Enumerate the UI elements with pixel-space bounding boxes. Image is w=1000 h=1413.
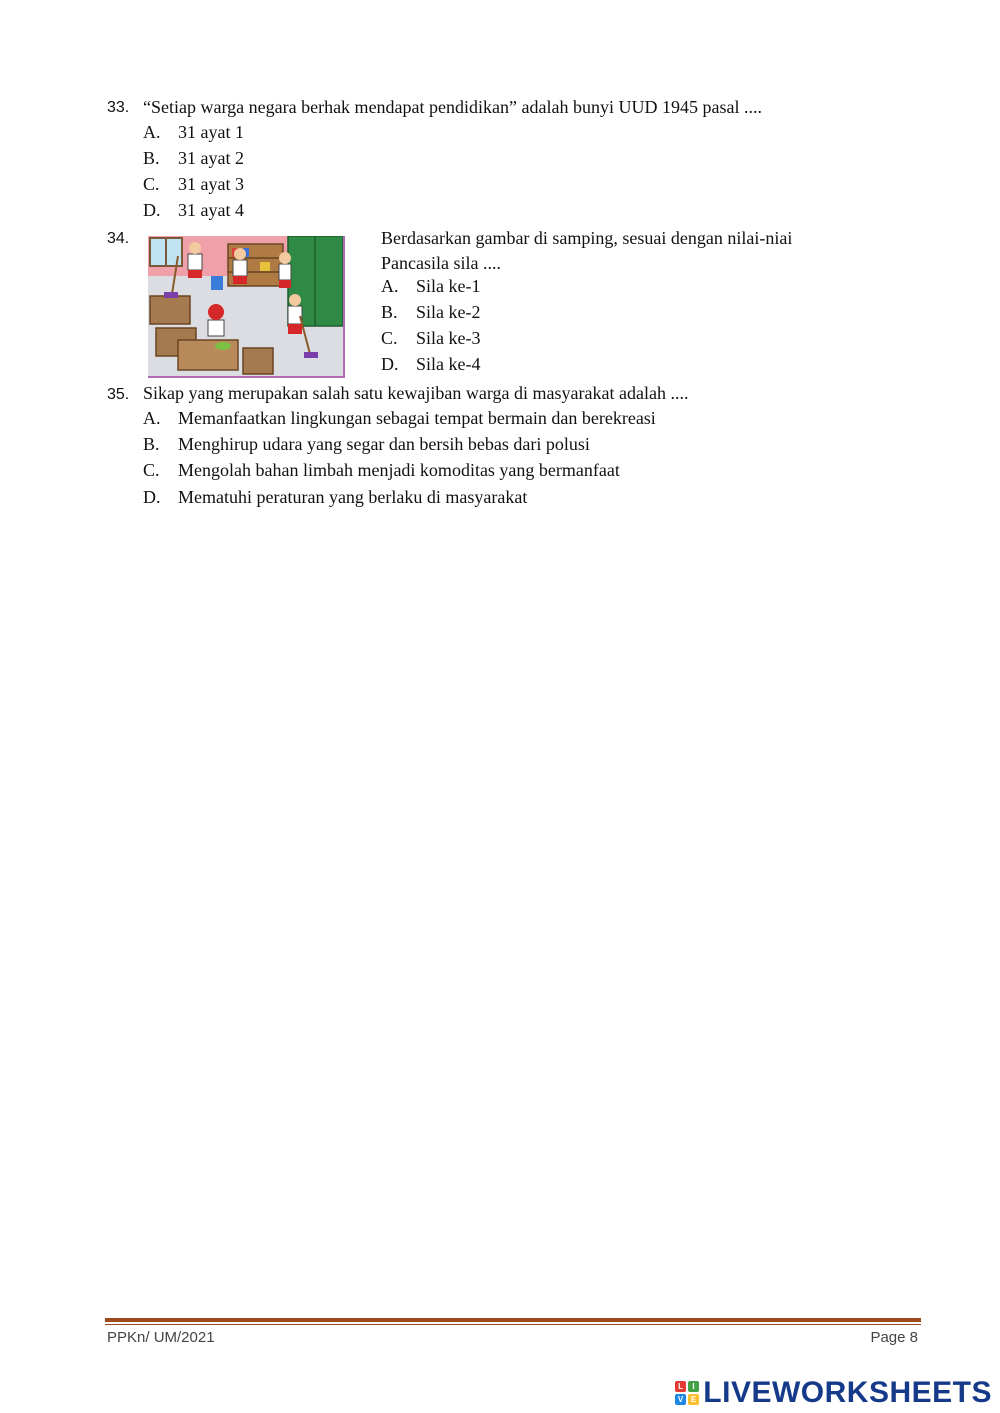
classroom-cleaning-illustration	[148, 236, 345, 378]
option-a[interactable]: A. 31 ayat 1	[143, 122, 244, 142]
classroom-cleaning-image	[148, 236, 343, 376]
option-d[interactable]: D. Mematuhi peraturan yang berlaku di masyarakat	[143, 487, 528, 507]
liveworksheets-logo-icon: L I V E	[675, 1381, 699, 1405]
question-text: Sikap yang merupakan salah satu kewajiban warga di masyarakat adalah ....	[143, 383, 689, 403]
option-b[interactable]: B. Sila ke-2	[381, 302, 481, 322]
question-text: “Setiap warga negara berhak mendapat pendidikan” adalah bunyi UUD 1945 pasal ....	[143, 97, 762, 117]
question-number: 35.	[107, 386, 130, 403]
option-a[interactable]: A. Sila ke-1	[381, 276, 481, 296]
option-b[interactable]: B. 31 ayat 2	[143, 148, 244, 168]
question-number: 33.	[107, 99, 130, 116]
option-d[interactable]: D. 31 ayat 4	[143, 200, 244, 220]
footer-rule	[105, 1318, 921, 1322]
question-text-line-1: Berdasarkan gambar di samping, sesuai dengan nilai-niai	[381, 228, 793, 248]
option-a[interactable]: A. Memanfaatkan lingkungan sebagai tempat bermain dan berekreasi	[143, 408, 656, 428]
option-b[interactable]: B. Menghirup udara yang segar dan bersih bebas dari polusi	[143, 434, 590, 454]
option-c[interactable]: C. Sila ke-3	[381, 328, 481, 348]
footer-left-text: PPKn/ UM/2021	[107, 1329, 215, 1346]
option-c[interactable]: C. Mengolah bahan limbah menjadi komoditas yang bermanfaat	[143, 460, 620, 480]
liveworksheets-watermark[interactable]	[675, 1376, 992, 1410]
question-number: 34.	[107, 230, 130, 247]
page-number: Page 8	[870, 1329, 918, 1346]
question-text-line-2: Pancasila sila ....	[381, 253, 501, 273]
footer-rule-thin	[105, 1324, 921, 1325]
option-c[interactable]: C. 31 ayat 3	[143, 174, 244, 194]
option-d[interactable]: D. Sila ke-4	[381, 354, 481, 374]
liveworksheets-text: LIVEWORKSHEETS	[703, 1376, 992, 1409]
